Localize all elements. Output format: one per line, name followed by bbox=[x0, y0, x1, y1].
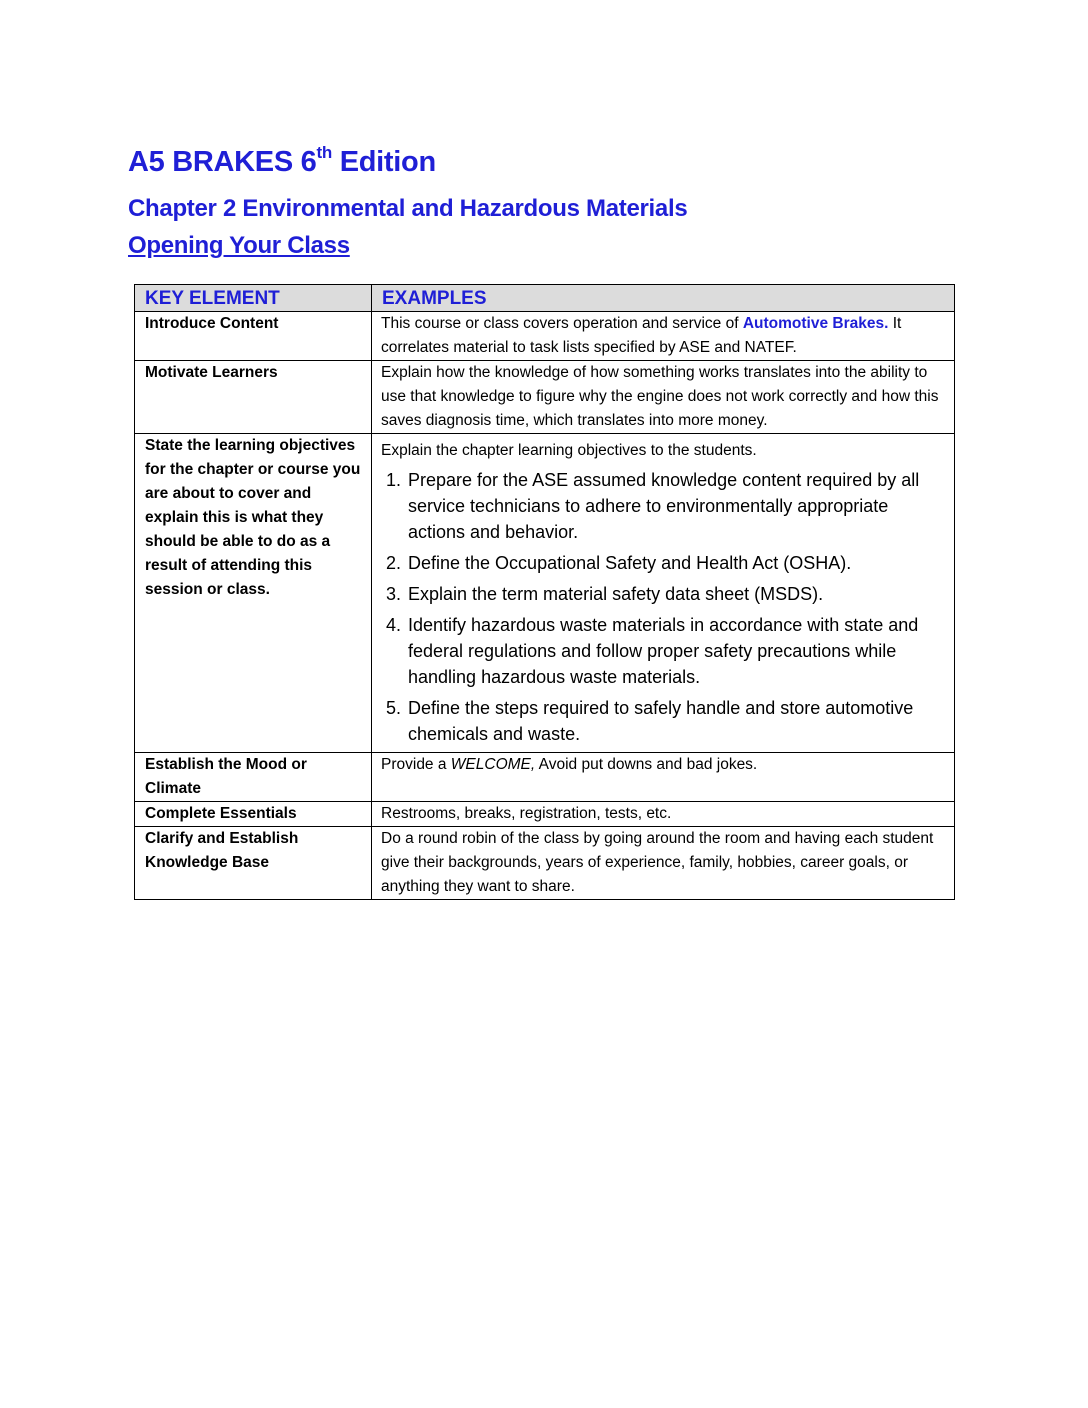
objective-item: 5. Define the steps required to safely handle and store automotive chemicals and waste. bbox=[406, 695, 946, 747]
example-cell bbox=[372, 434, 955, 753]
table-row-complete-essentials bbox=[135, 802, 955, 827]
example-text: Avoid put downs and bad jokes. bbox=[535, 756, 758, 773]
objective-item: 1. Prepare for the ASE assumed knowledge content required by all service technicians to adhere to environmentally appropriate actions and behavior. bbox=[406, 467, 946, 545]
example-text: This course or class covers operation and service of bbox=[381, 315, 743, 332]
column-header-key-element: KEY ELEMENT bbox=[135, 285, 372, 312]
table-row-introduce-content bbox=[135, 312, 955, 361]
example-cell: Restrooms, breaks, registration, tests, etc. bbox=[372, 802, 955, 827]
table-row-motivate-learners bbox=[135, 361, 955, 434]
table-header-row bbox=[135, 285, 955, 312]
opening-class-table bbox=[134, 284, 955, 900]
example-text: Provide a bbox=[381, 756, 451, 773]
welcome-emphasis: WELCOME, bbox=[450, 756, 536, 773]
column-header-examples: EXAMPLES bbox=[372, 285, 955, 312]
highlighted-course-name: Automotive Brakes. bbox=[742, 315, 889, 332]
objectives-list bbox=[381, 467, 946, 747]
key-element-cell: Establish the Mood or Climate bbox=[135, 753, 372, 802]
table-row-knowledge-base bbox=[135, 827, 955, 900]
objective-item: 4. Identify hazardous waste materials in accordance with state and federal regulations and follow proper safety precautions while handling hazardous waste materials. bbox=[406, 612, 946, 690]
key-element-cell: State the learning objectives for the chapter or course you are about to cover and explain this is what they should be able to do as a result of attending this session or class. bbox=[135, 434, 372, 753]
objective-item: 3. Explain the term material safety data sheet (MSDS). bbox=[406, 581, 946, 607]
example-text: It correlates material to task lists specified by ASE and NATEF. bbox=[381, 315, 902, 356]
key-element-cell: Complete Essentials bbox=[135, 802, 372, 827]
chapter-heading: Chapter 2 Environmental and Hazardous Materials bbox=[128, 195, 688, 222]
example-cell bbox=[372, 312, 955, 361]
title-tail: Edition bbox=[331, 146, 436, 178]
example-cell: Do a round robin of the class by going around the room and having each student give their backgrounds, years of experience, family, hobbies, career goals, or anything they want to share. bbox=[372, 827, 955, 900]
title-superscript: th bbox=[316, 143, 332, 162]
key-element-cell: Introduce Content bbox=[135, 312, 372, 361]
objectives-intro: Explain the chapter learning objectives to the students. bbox=[381, 442, 757, 459]
table-row-establish-mood bbox=[135, 753, 955, 802]
table-row-learning-objectives bbox=[135, 434, 955, 753]
section-heading: Opening Your Class bbox=[128, 232, 350, 259]
key-element-cell: Motivate Learners bbox=[135, 361, 372, 434]
title-main: A5 BRAKES 6 bbox=[128, 146, 317, 178]
document-title bbox=[128, 143, 436, 179]
example-cell: Explain how the knowledge of how something works translates into the ability to use that knowledge to figure why the engine does not work correctly and how this saves diagnosis time, which translates into more money. bbox=[372, 361, 955, 434]
key-element-cell: Clarify and Establish Knowledge Base bbox=[135, 827, 372, 900]
example-cell bbox=[372, 753, 955, 802]
objective-item: 2. Define the Occupational Safety and Health Act (OSHA). bbox=[406, 550, 946, 576]
